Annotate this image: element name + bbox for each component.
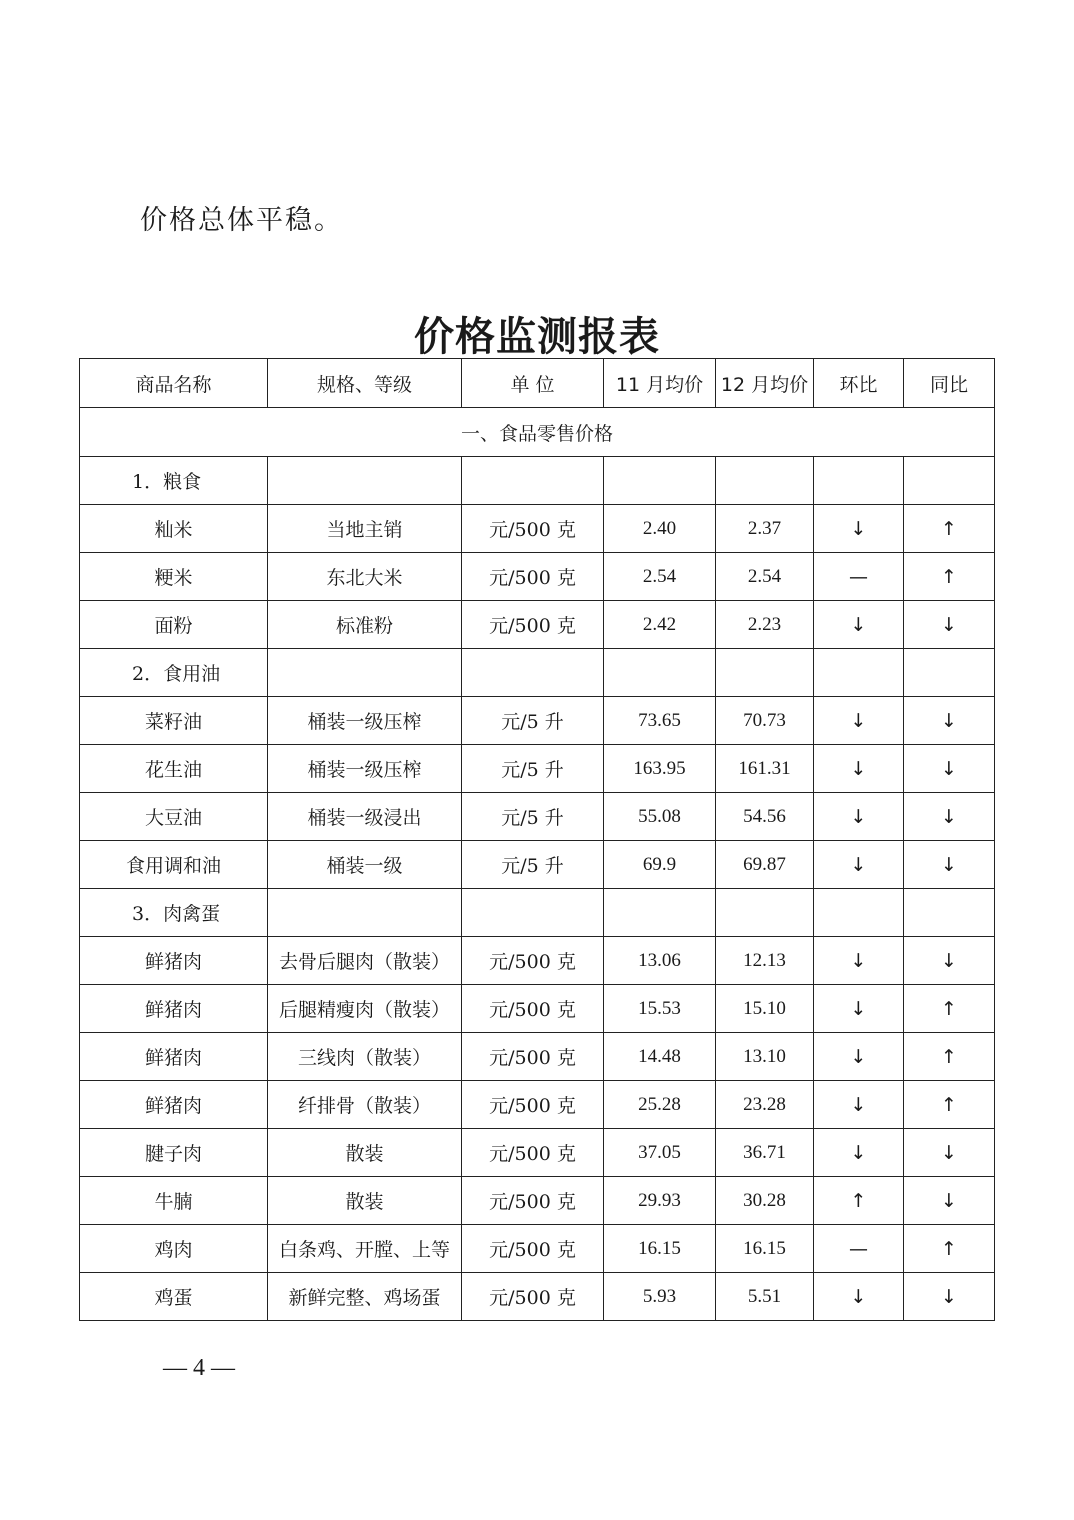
- table-row: [80, 1081, 995, 1129]
- item-dec-price: 2.23: [716, 601, 814, 649]
- item-dec-price: 30.28: [716, 1177, 814, 1225]
- item-yoy-indicator: ↓: [904, 745, 995, 793]
- item-yoy-indicator: ↑: [904, 1033, 995, 1081]
- item-yoy-indicator: ↓: [904, 1273, 995, 1321]
- item-nov-price: 37.05: [604, 1129, 716, 1177]
- item-dec-price: 70.73: [716, 697, 814, 745]
- empty-cell: [462, 457, 604, 505]
- item-nov-price: 14.48: [604, 1033, 716, 1081]
- item-dec-price: 15.10: [716, 985, 814, 1033]
- header-mom: 环比: [814, 359, 904, 408]
- item-mom-indicator: —: [814, 1225, 904, 1273]
- empty-cell: [268, 889, 462, 937]
- item-unit: 元/500 克: [462, 1129, 604, 1177]
- report-title: 价格监测报表: [414, 313, 660, 360]
- page-number: — 4 —: [163, 1355, 235, 1381]
- category-title: 3．肉禽蛋: [80, 889, 268, 937]
- item-spec: 桶装一级压榨: [268, 745, 462, 793]
- item-mom-indicator: ↓: [814, 505, 904, 553]
- item-name: 鸡蛋: [80, 1273, 268, 1321]
- item-yoy-indicator: ↓: [904, 1177, 995, 1225]
- item-spec: 东北大米: [268, 553, 462, 601]
- item-dec-price: 161.31: [716, 745, 814, 793]
- category-title: 2．食用油: [80, 649, 268, 697]
- item-mom-indicator: ↓: [814, 841, 904, 889]
- item-spec: 散装: [268, 1129, 462, 1177]
- table-row: [80, 1225, 995, 1273]
- item-dec-price: 69.87: [716, 841, 814, 889]
- item-yoy-indicator: ↓: [904, 793, 995, 841]
- item-spec: 去骨后腿肉（散装）: [268, 937, 462, 985]
- item-spec: 当地主销: [268, 505, 462, 553]
- item-nov-price: 2.42: [604, 601, 716, 649]
- item-yoy-indicator: ↓: [904, 697, 995, 745]
- item-mom-indicator: ↓: [814, 1129, 904, 1177]
- item-name: 粳米: [80, 553, 268, 601]
- item-unit: 元/5 升: [462, 841, 604, 889]
- item-spec: 散装: [268, 1177, 462, 1225]
- item-spec: 桶装一级: [268, 841, 462, 889]
- intro-paragraph: 价格总体平稳。: [140, 205, 343, 236]
- item-spec: 标准粉: [268, 601, 462, 649]
- item-yoy-indicator: ↑: [904, 1081, 995, 1129]
- table-row: [80, 697, 995, 745]
- item-unit: 元/500 克: [462, 985, 604, 1033]
- item-nov-price: 69.9: [604, 841, 716, 889]
- empty-cell: [462, 889, 604, 937]
- item-name: 大豆油: [80, 793, 268, 841]
- item-dec-price: 12.13: [716, 937, 814, 985]
- item-nov-price: 29.93: [604, 1177, 716, 1225]
- item-nov-price: 16.15: [604, 1225, 716, 1273]
- item-name: 腱子肉: [80, 1129, 268, 1177]
- item-mom-indicator: ↓: [814, 1033, 904, 1081]
- table-row: [80, 937, 995, 985]
- item-name: 面粉: [80, 601, 268, 649]
- empty-cell: [814, 649, 904, 697]
- item-yoy-indicator: ↑: [904, 985, 995, 1033]
- item-mom-indicator: ↓: [814, 1273, 904, 1321]
- table-row: [80, 1129, 995, 1177]
- item-spec: 桶装一级浸出: [268, 793, 462, 841]
- table-row: [80, 505, 995, 553]
- item-mom-indicator: ↓: [814, 745, 904, 793]
- item-nov-price: 5.93: [604, 1273, 716, 1321]
- price-monitoring-table: [79, 358, 995, 1321]
- header-nov-price: 11 月均价: [604, 359, 716, 408]
- empty-cell: [716, 457, 814, 505]
- item-mom-indicator: ↓: [814, 937, 904, 985]
- empty-cell: [904, 889, 995, 937]
- item-spec: 新鲜完整、鸡场蛋: [268, 1273, 462, 1321]
- empty-cell: [904, 457, 995, 505]
- item-nov-price: 13.06: [604, 937, 716, 985]
- category-row: [80, 889, 995, 937]
- table-row: [80, 841, 995, 889]
- empty-cell: [716, 649, 814, 697]
- item-nov-price: 2.40: [604, 505, 716, 553]
- header-name: 商品名称: [80, 359, 268, 408]
- item-yoy-indicator: ↓: [904, 841, 995, 889]
- empty-cell: [462, 649, 604, 697]
- item-unit: 元/500 克: [462, 505, 604, 553]
- table-row: [80, 553, 995, 601]
- item-nov-price: 2.54: [604, 553, 716, 601]
- item-nov-price: 55.08: [604, 793, 716, 841]
- item-mom-indicator: ↓: [814, 601, 904, 649]
- item-unit: 元/500 克: [462, 553, 604, 601]
- section-row: [80, 408, 995, 457]
- item-yoy-indicator: ↓: [904, 937, 995, 985]
- table-row: [80, 1177, 995, 1225]
- item-dec-price: 36.71: [716, 1129, 814, 1177]
- item-dec-price: 16.15: [716, 1225, 814, 1273]
- table-row: [80, 745, 995, 793]
- item-dec-price: 2.54: [716, 553, 814, 601]
- item-nov-price: 25.28: [604, 1081, 716, 1129]
- item-unit: 元/500 克: [462, 1177, 604, 1225]
- item-dec-price: 5.51: [716, 1273, 814, 1321]
- item-yoy-indicator: ↑: [904, 1225, 995, 1273]
- header-dec-price: 12 月均价: [716, 359, 814, 408]
- table-row: [80, 793, 995, 841]
- item-mom-indicator: ↓: [814, 697, 904, 745]
- empty-cell: [904, 649, 995, 697]
- header-yoy: 同比: [904, 359, 995, 408]
- item-spec: 桶装一级压榨: [268, 697, 462, 745]
- item-yoy-indicator: ↑: [904, 553, 995, 601]
- item-dec-price: 54.56: [716, 793, 814, 841]
- item-name: 菜籽油: [80, 697, 268, 745]
- item-spec: 白条鸡、开膛、上等: [268, 1225, 462, 1273]
- item-nov-price: 73.65: [604, 697, 716, 745]
- item-unit: 元/5 升: [462, 697, 604, 745]
- header-spec: 规格、等级: [268, 359, 462, 408]
- item-unit: 元/500 克: [462, 937, 604, 985]
- item-unit: 元/500 克: [462, 1273, 604, 1321]
- item-mom-indicator: ↓: [814, 1081, 904, 1129]
- item-unit: 元/500 克: [462, 1225, 604, 1273]
- item-name: 食用调和油: [80, 841, 268, 889]
- table-row: [80, 1273, 995, 1321]
- empty-cell: [268, 649, 462, 697]
- item-dec-price: 23.28: [716, 1081, 814, 1129]
- item-unit: 元/500 克: [462, 1081, 604, 1129]
- table-header-row: [80, 359, 995, 408]
- item-mom-indicator: ↑: [814, 1177, 904, 1225]
- section-title: 一、食品零售价格: [80, 408, 995, 457]
- item-yoy-indicator: ↓: [904, 601, 995, 649]
- item-unit: 元/500 克: [462, 601, 604, 649]
- empty-cell: [604, 649, 716, 697]
- item-name: 牛腩: [80, 1177, 268, 1225]
- item-name: 鲜猪肉: [80, 985, 268, 1033]
- category-row: [80, 649, 995, 697]
- empty-cell: [716, 889, 814, 937]
- header-unit: 单 位: [462, 359, 604, 408]
- item-name: 鲜猪肉: [80, 937, 268, 985]
- table-row: [80, 985, 995, 1033]
- item-nov-price: 163.95: [604, 745, 716, 793]
- empty-cell: [604, 889, 716, 937]
- item-mom-indicator: ↓: [814, 985, 904, 1033]
- item-name: 鲜猪肉: [80, 1081, 268, 1129]
- empty-cell: [268, 457, 462, 505]
- item-mom-indicator: ↓: [814, 793, 904, 841]
- item-name: 籼米: [80, 505, 268, 553]
- table-row: [80, 601, 995, 649]
- item-unit: 元/5 升: [462, 745, 604, 793]
- category-row: [80, 457, 995, 505]
- item-unit: 元/5 升: [462, 793, 604, 841]
- item-name: 鲜猪肉: [80, 1033, 268, 1081]
- table-row: [80, 1033, 995, 1081]
- empty-cell: [814, 457, 904, 505]
- item-dec-price: 13.10: [716, 1033, 814, 1081]
- item-yoy-indicator: ↓: [904, 1129, 995, 1177]
- item-nov-price: 15.53: [604, 985, 716, 1033]
- item-name: 花生油: [80, 745, 268, 793]
- item-spec: 后腿精瘦肉（散装）: [268, 985, 462, 1033]
- item-name: 鸡肉: [80, 1225, 268, 1273]
- item-spec: 三线肉（散装）: [268, 1033, 462, 1081]
- category-title: 1．粮食: [80, 457, 268, 505]
- empty-cell: [814, 889, 904, 937]
- item-spec: 纤排骨（散装）: [268, 1081, 462, 1129]
- item-mom-indicator: —: [814, 553, 904, 601]
- item-unit: 元/500 克: [462, 1033, 604, 1081]
- item-yoy-indicator: ↑: [904, 505, 995, 553]
- empty-cell: [604, 457, 716, 505]
- item-dec-price: 2.37: [716, 505, 814, 553]
